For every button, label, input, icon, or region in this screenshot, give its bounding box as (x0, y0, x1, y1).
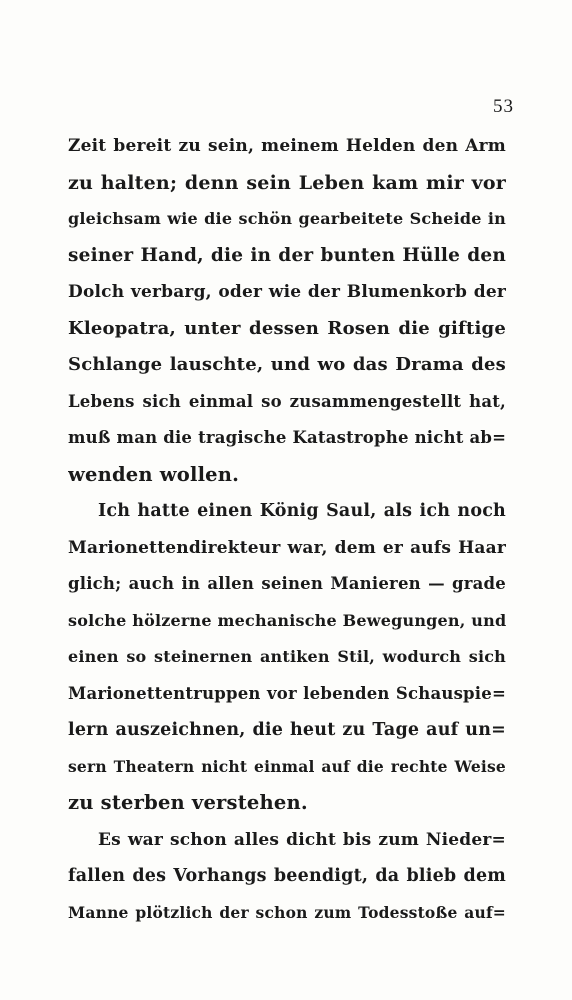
text-line: zu halten; denn sein Leben kam mir vor (68, 171, 506, 194)
text-line: Marionettendirekteur war, dem er aufs Haar (68, 537, 506, 558)
text-line: Zeit bereit zu sein, meinem Helden den Arm (68, 136, 506, 156)
text-line: einen so steinernen antiken Stil, wodurch sich (68, 647, 506, 666)
text-line: Dolch verbarg, oder wie der Blumenkorb der (68, 282, 506, 302)
text-line: lern auszeichnen, die heut zu Tage auf un= (68, 720, 506, 740)
text-line: Marionettentruppen vor lebenden Schauspie= (68, 683, 506, 703)
text-line: Schlange lauschte, und wo das Drama des (68, 354, 506, 375)
text-line: Manne plötzlich der schon zum Todesstoße auf= (68, 902, 506, 922)
text-line: gleichsam wie die schön gearbeitete Scheide in (68, 209, 506, 228)
text-line: muß man die tragische Katastrophe nicht ab= (68, 428, 506, 447)
body-text (68, 128, 506, 931)
text-line: solche hölzerne mechanische Bewegungen, und (68, 610, 506, 630)
text-line: glich; auch in allen seinen Manieren — grade (68, 574, 506, 593)
page-number: 53 (493, 96, 514, 117)
text-line: wenden wollen. (68, 462, 240, 486)
text-line: sern Theatern nicht einmal auf die rechte Weise (68, 756, 506, 776)
text-line: fallen des Vorhangs beendigt, da blieb dem (68, 866, 506, 886)
text-line: Ich hatte einen König Saul, als ich noch (98, 501, 506, 521)
text-line: Kleopatra, unter dessen Rosen die giftige (68, 317, 506, 339)
text-line: Es war schon alles dicht bis zum Nieder= (98, 829, 506, 850)
text-line: seiner Hand, die in der bunten Hülle den (68, 244, 506, 266)
text-line: Lebens sich einmal so zusammengestellt hat, (68, 391, 506, 411)
text-line: zu sterben verstehen. (68, 791, 308, 814)
